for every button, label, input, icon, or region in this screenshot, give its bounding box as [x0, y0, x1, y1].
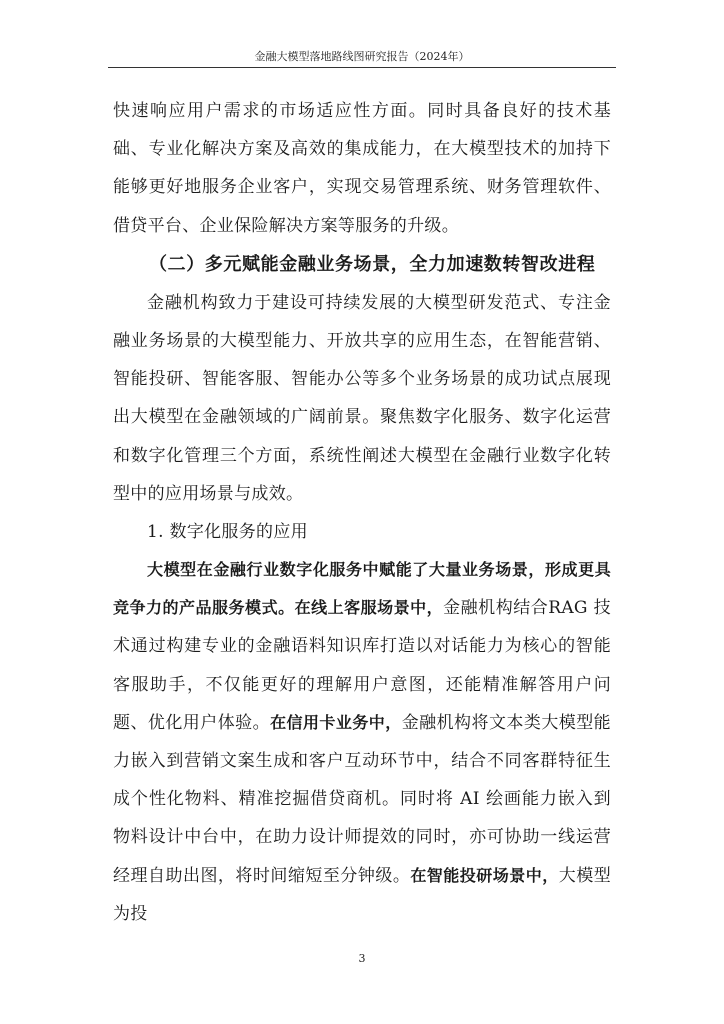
paragraph-continuation: 快速响应用户需求的市场适应性方面。同时具备良好的技术基础、专业化解决方案及高效的集成能力，在大模型技术的加持下能够更好地服务企业客户，实现交易管理系统、财务管理软件、借贷平台、企业保险解决方案等服务的升级。 — [113, 101, 611, 236]
bold-lead-sentence: 大模型在金融行业数字化服务中赋能了大量业务场景，形成更具竞争力的产品服务模式。 — [113, 560, 611, 618]
document-body — [113, 92, 611, 933]
text-credit-card: 金融机构将文本类大模型能力嵌入到营销文案生成和客户互动环节中，结合不同客群特征生成个性化物料、精准挖掘借贷商机。同时将 AI 绘画能力嵌入到物料设计中台中，在助力设计师提效的同时，亦可协助一线运营经理自助出图，将时间缩短至分钟级。 — [113, 712, 611, 886]
subsection-heading: 1. 数字化服务的应用 — [147, 522, 308, 543]
page-header-title: 金融大模型落地路线图研究报告（2024年） — [254, 50, 470, 63]
text-online-service: 金融机构结合RAG 技术通过构建专业的金融语料知识库打造以对话能力为核心的智能客服助手，不仅能更好的理解用户意图，还能精准解答用户问题、优化用户体验。 — [113, 598, 611, 733]
header-divider — [108, 67, 616, 68]
section-heading: （二）多元赋能金融业务场景，全力加速数转智改进程 — [149, 253, 596, 275]
bold-online-service: 在线上客服场景中， — [294, 598, 444, 618]
bold-credit-card: 在信用卡业务中， — [270, 712, 402, 732]
paragraph-digital-services — [113, 551, 611, 933]
bold-investment-research: 在智能投研场景中， — [410, 865, 559, 885]
paragraph-intro: 金融机构致力于建设可持续发展的大模型研发范式、专注金融业务场景的大模型能力、开放共享的应用生态，在智能营销、智能投研、智能客服、智能办公等多个业务场景的成功试点展现出大模型在金融领域的广阔前景。聚焦数字化服务、数字化运营和数字化管理三个方面，系统性阐述大模型在金融行业数字化转型中的应用场景与成效。 — [113, 292, 611, 504]
page-number: 3 — [358, 952, 366, 965]
text-investment-research: 大模型为投 — [113, 865, 611, 924]
